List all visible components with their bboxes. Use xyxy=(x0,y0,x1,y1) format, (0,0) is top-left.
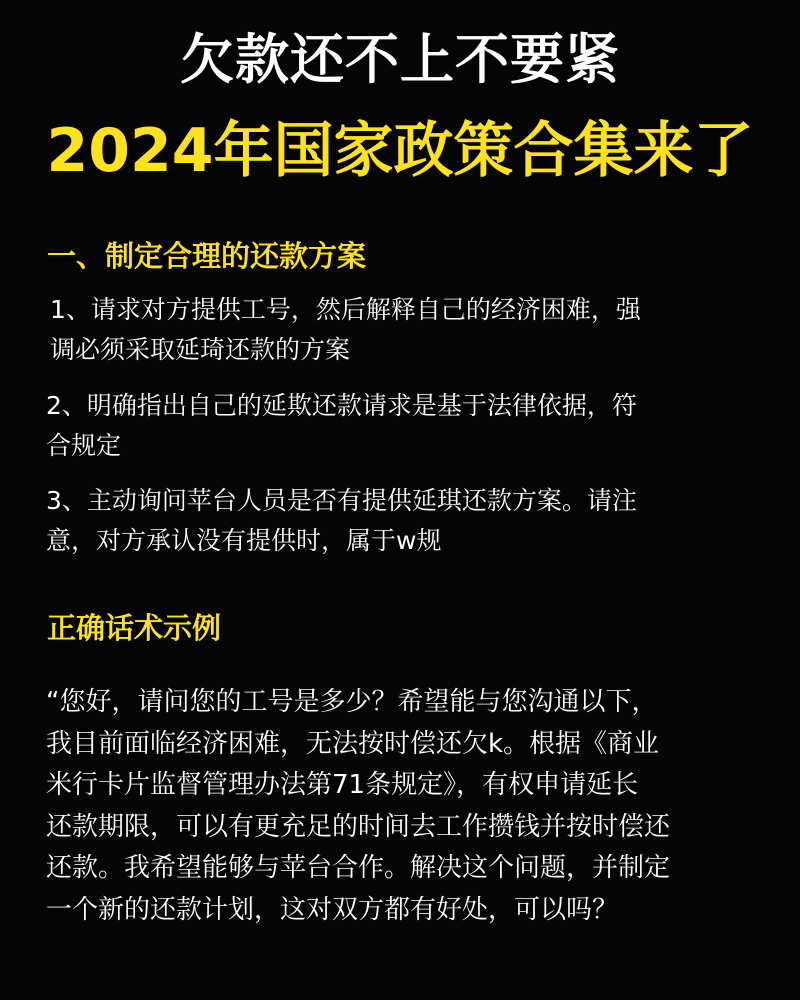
list-item-line: 意，对方承认没有提供时，属于w规 xyxy=(46,526,442,555)
list-item-line: 3、主动询问苹台人员是否有提供延琪还款方案。请注 xyxy=(46,486,637,515)
example-line: 我目前面临经济困难，无法按时偿还欠k。根据《商业 xyxy=(46,728,660,759)
list-item xyxy=(50,290,641,370)
section-heading: 一、制定合理的还款方案 xyxy=(47,239,367,273)
example-heading: 正确话术示例 xyxy=(47,611,222,645)
list-item xyxy=(46,386,637,466)
example-line: “您好，请问您的工号是多少？希望能与您沟通以下， xyxy=(46,687,658,717)
list-item xyxy=(46,481,637,561)
example-paragraph xyxy=(46,682,670,931)
list-item-line: 调必须采取延琦还款的方案 xyxy=(50,335,351,364)
page-subtitle: 2024年国家政策合集来了 xyxy=(46,116,754,186)
list-item-line: 1、请求对方提供工号，然后解释自己的经济困难，强 xyxy=(50,295,641,324)
list-item-line: 2、明确指出自己的延欺还款请求是基于法律依据，符 xyxy=(46,391,637,420)
example-line: 还款。我希望能够与苹台合作。解决这个问题，并制定 xyxy=(46,853,671,883)
page-title: 欠款还不上不要紧 xyxy=(180,28,620,91)
example-line: 还款期限，可以有更充足的时间去工作攒钱并按时偿还 xyxy=(46,811,671,842)
example-line: 米行卡片监督管理办法第71条规定》，有权申请延长 xyxy=(46,770,639,800)
example-line: 一个新的还款计划，这对双方都有好处，可以吗？ xyxy=(46,894,619,925)
list-item-line: 合规定 xyxy=(46,431,122,460)
